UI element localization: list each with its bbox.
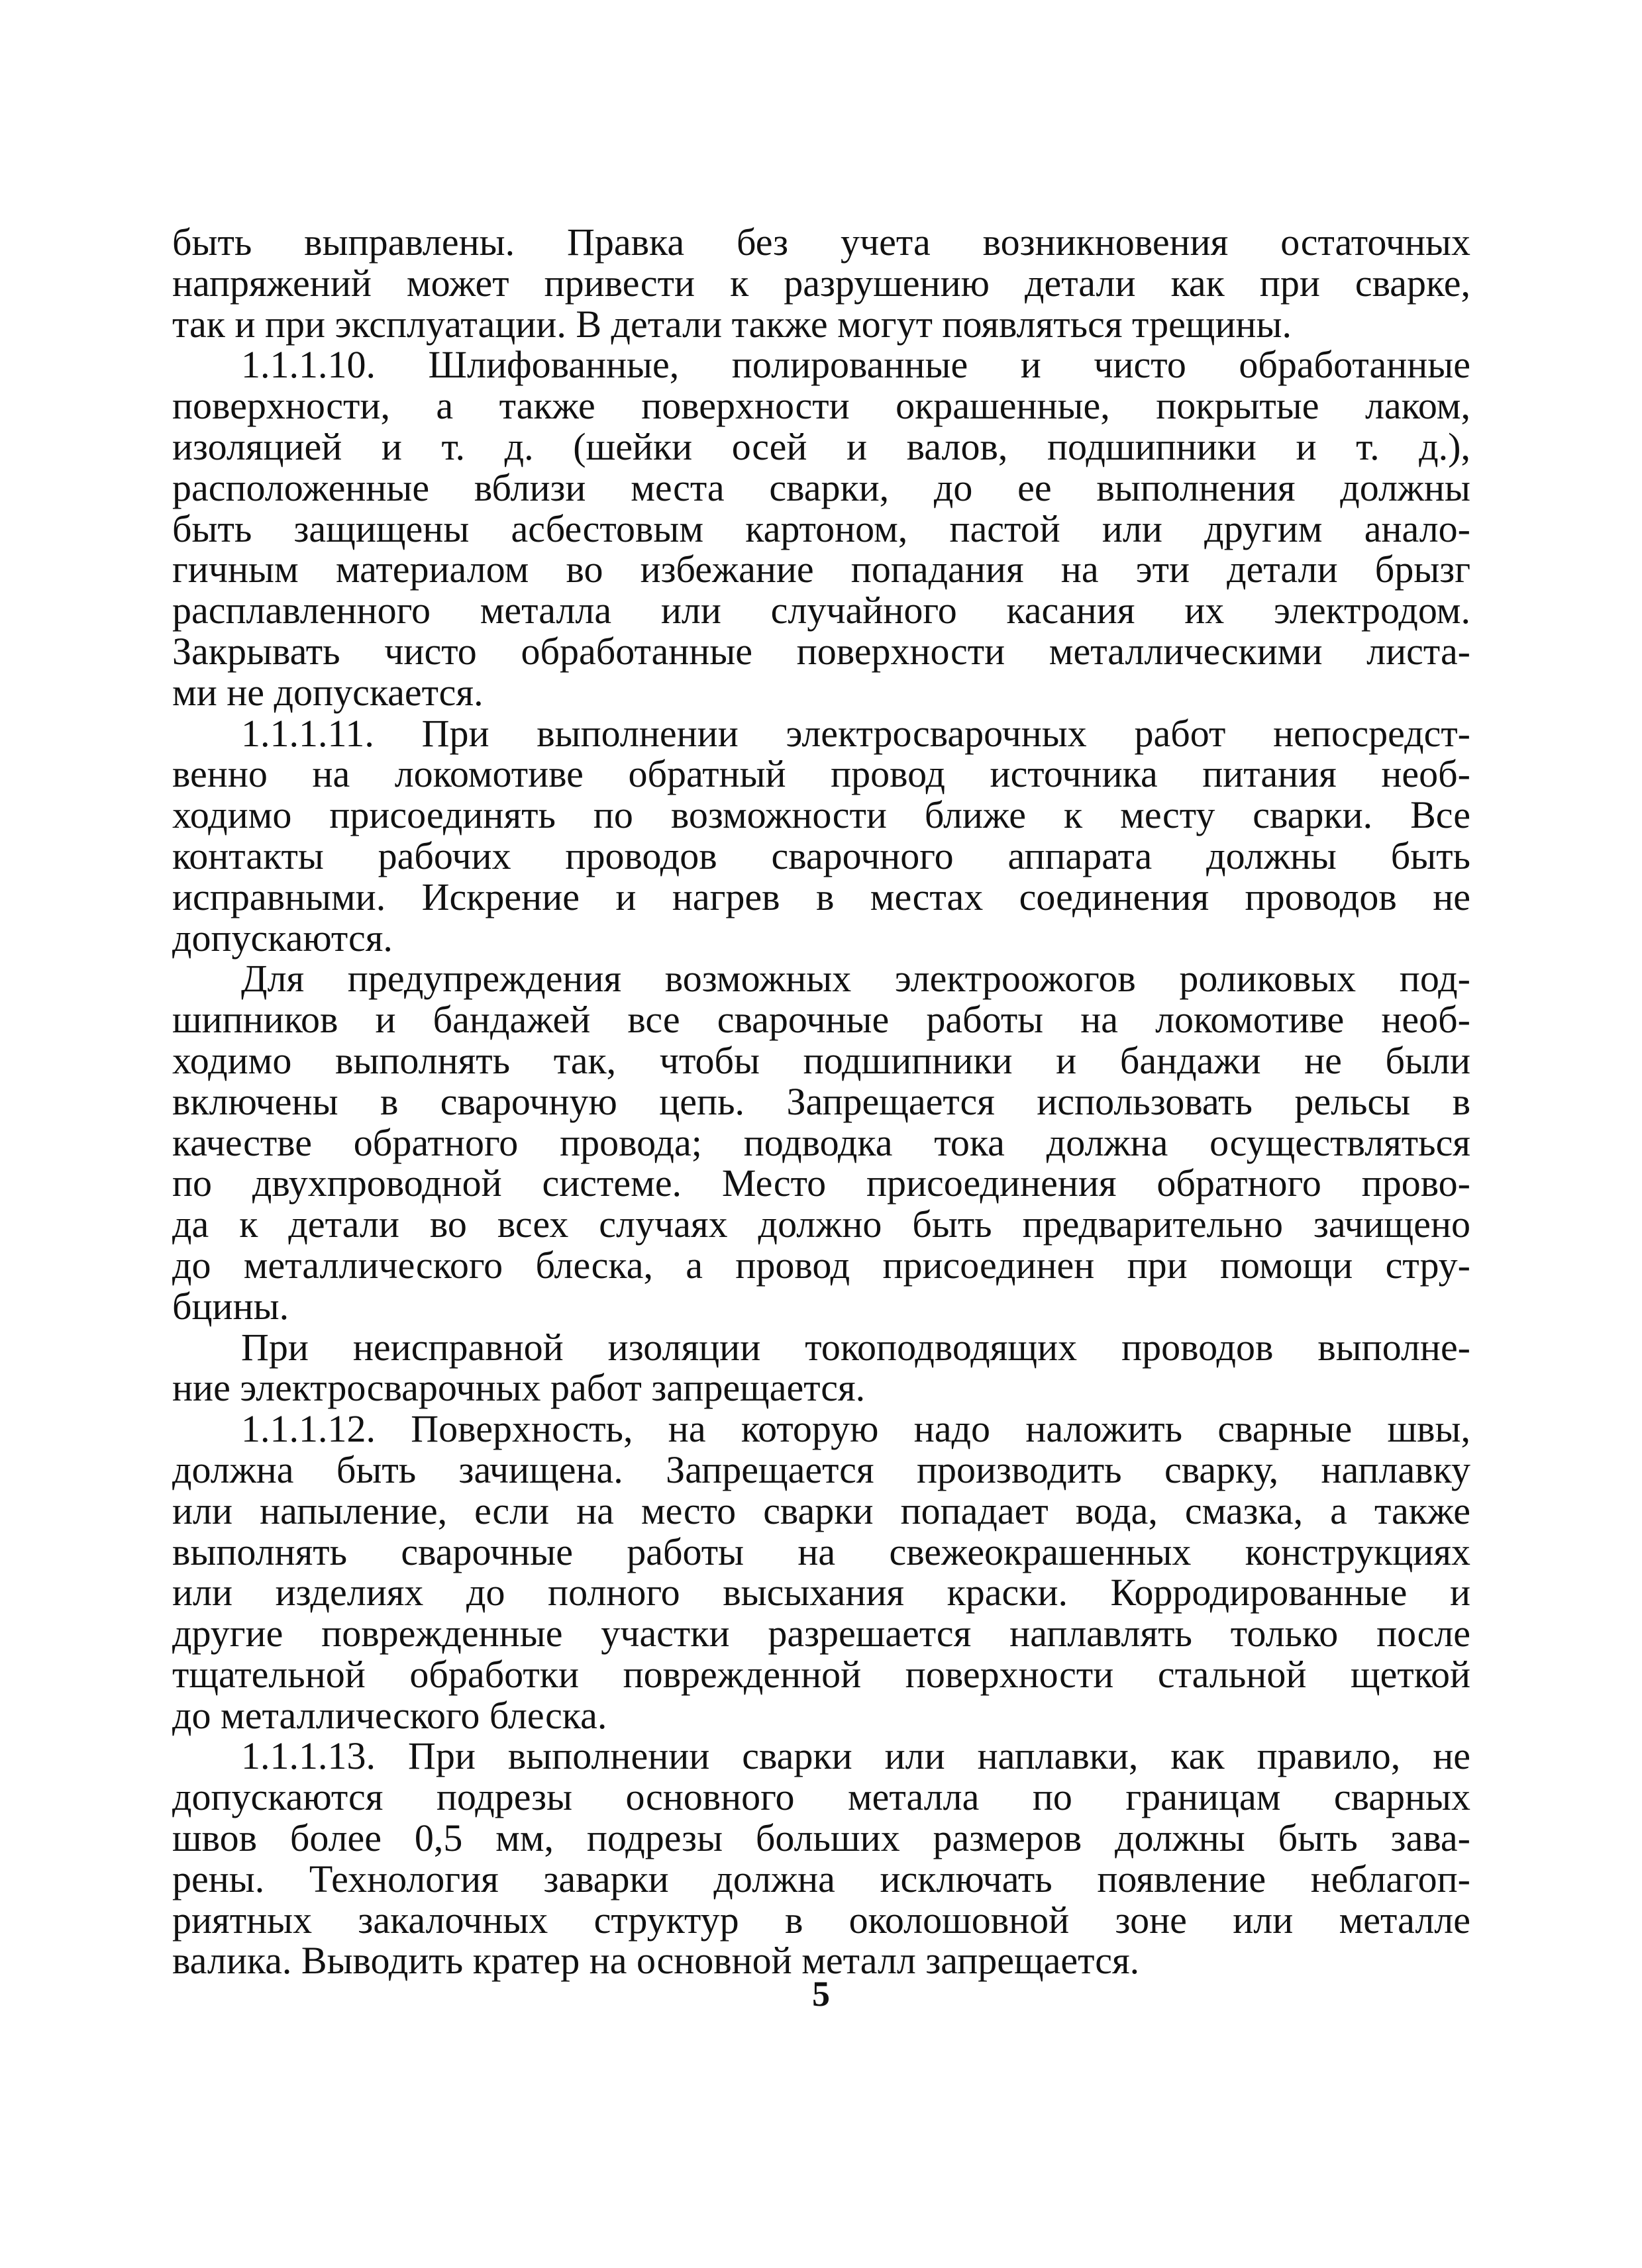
paragraph — [172, 1327, 1470, 1409]
text-line: быть выправлены. Правка без учета возникновения остаточных — [172, 221, 1470, 264]
text-line: рены. Технология заварки должна исключать появление неблагоп- — [172, 1857, 1470, 1900]
text-line: бцины. — [172, 1284, 289, 1328]
text-line: напряжений может привести к разрушению детали как при сварке, — [172, 261, 1470, 305]
text-line: или изделиях до полного высыхания краски. Корродированные и — [172, 1571, 1470, 1614]
text-line: тщательной обработки поврежденной поверхности стальной щеткой — [172, 1652, 1470, 1696]
text-line: качестве обратного провода; подводка тока должна осуществляться — [172, 1120, 1470, 1164]
text-line: поверхности, а также поверхности окрашенные, покрытые лаком, — [172, 384, 1470, 428]
text-line: ми не допускается. — [172, 670, 484, 714]
text-line: Закрывать чисто обработанные поверхности металлическими листа- — [172, 629, 1470, 673]
text-line: должна быть зачищена. Запрещается производить сварку, наплавку — [172, 1448, 1470, 1491]
text-line: венно на локомотиве обратный провод источника питания необ- — [172, 752, 1470, 796]
text-line: ходимо выполнять так, чтобы подшипники и бандажи не были — [172, 1038, 1470, 1082]
text-line: так и при эксплуатации. В детали также могут появляться трещины. — [172, 302, 1292, 346]
text-line: Для предупреждения возможных электроожогов роликовых под- — [241, 957, 1470, 1001]
text-line: допускаются подрезы основного металла по границам сварных — [172, 1775, 1470, 1819]
text-line: шипников и бандажей все сварочные работы на локомотиве необ- — [172, 998, 1470, 1042]
text-line: по двухпроводной системе. Место присоединения обратного прово- — [172, 1161, 1470, 1205]
text-line: 1.1.1.10. Шлифованные, полированные и чисто обработанные — [241, 343, 1470, 387]
text-line: швов более 0,5 мм, подрезы больших размеров должны быть зава- — [172, 1816, 1470, 1860]
text-line: При неисправной изоляции токоподводящих проводов выполне- — [241, 1325, 1470, 1369]
text-line: 1.1.1.11. При выполнении электросварочных работ непосредст- — [241, 711, 1470, 755]
text-line: да к детали во всех случаях должно быть предварительно зачищено — [172, 1203, 1470, 1246]
text-line: до металлического блеска, а провод присоединен при помощи стру- — [172, 1243, 1470, 1287]
text-line: ние электросварочных работ запрещается. — [172, 1366, 866, 1410]
text-line: валика. Выводить кратер на основной металл запрещается. — [172, 1939, 1140, 1983]
text-line: гичным материалом во избежание попадания на эти детали брызг — [172, 548, 1470, 591]
text-line: быть защищены асбестовым картоном, пастой или другим анало- — [172, 507, 1470, 550]
text-line: контакты рабочих проводов сварочного аппарата должны быть — [172, 834, 1470, 877]
paragraph-1-1-1-11 — [172, 713, 1470, 959]
text-line: расплавленного металла или случайного касания их электродом. — [172, 589, 1470, 632]
text-line: выполнять сварочные работы на свежеокрашенных конструкциях — [172, 1530, 1470, 1573]
paragraph — [172, 958, 1470, 1326]
paragraph — [172, 222, 1470, 344]
text-line: или напыление, если на место сварки попадает вода, смазка, а также — [172, 1489, 1470, 1532]
page-number: 5 — [812, 1974, 830, 2014]
text-line: другие поврежденные участки разрешается наплавлять только после — [172, 1612, 1470, 1655]
text-line: 1.1.1.12. Поверхность, на которую надо наложить сварные швы, — [241, 1407, 1470, 1451]
text-line: риятных закалочных структур в околошовной зоне или металле — [172, 1898, 1470, 1942]
paragraph-1-1-1-10 — [172, 344, 1470, 713]
text-line: до металлического блеска. — [172, 1693, 607, 1737]
text-line: включены в сварочную цепь. Запрещается использовать рельсы в — [172, 1079, 1470, 1123]
paragraph-1-1-1-13 — [172, 1736, 1470, 1981]
document-body — [172, 222, 1470, 1981]
text-line: 1.1.1.13. При выполнении сварки или наплавки, как правило, не — [241, 1734, 1470, 1778]
text-line: ходимо присоединять по возможности ближе к месту сварки. Все — [172, 793, 1470, 837]
text-line: допускаются. — [172, 916, 393, 960]
text-line: исправными. Искрение и нагрев в местах соединения проводов не — [172, 875, 1470, 918]
paragraph-1-1-1-12 — [172, 1408, 1470, 1736]
text-line: расположенные вблизи места сварки, до ее выполнения должны — [172, 466, 1470, 509]
text-line: изоляцией и т. д. (шейки осей и валов, подшипники и т. д.), — [172, 424, 1470, 468]
